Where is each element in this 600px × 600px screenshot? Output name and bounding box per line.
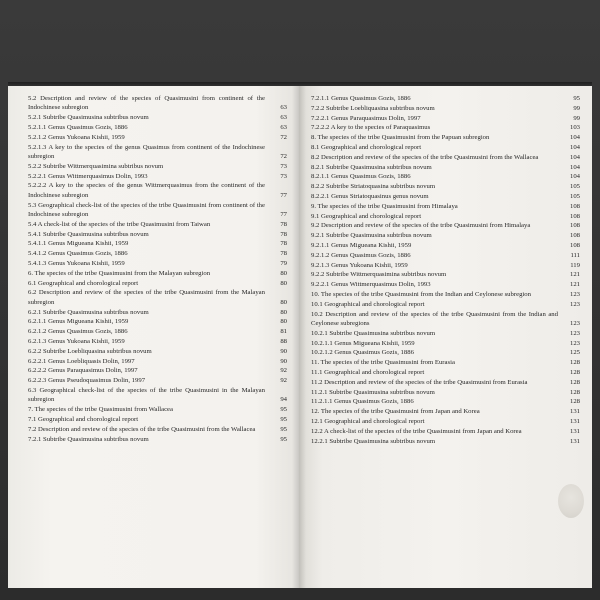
toc-entry xyxy=(28,357,287,366)
toc-entry-page-number: 131 xyxy=(569,408,580,416)
toc-entry-title: 6.2.1.2 Genus Quasimus Gozis, 1886 xyxy=(28,328,128,336)
toc-entry-title: 6.2.1 Subtribe Quasimusina subtribus novum xyxy=(28,308,149,316)
toc-entry-page-number: 95 xyxy=(573,95,580,102)
toc-entry-title: 9.2.2.1 Genus Wittmerquasimus Dolin, 1993 xyxy=(311,281,431,289)
toc-entry-title: 8. The species of the tribe Quasimusini from the Papuan subregion xyxy=(311,134,490,142)
toc-entry xyxy=(311,251,580,260)
toc-entry-title: 6.3 Geographical check-list of the species of the tribe Quasimusini in the Malayan subregion xyxy=(28,386,265,404)
toc-entry-page-number: 123 xyxy=(569,300,580,308)
toc-entry xyxy=(28,162,287,171)
toc-entry-page-number: 77 xyxy=(280,191,287,199)
toc-entry xyxy=(311,378,580,387)
right-page xyxy=(299,86,592,588)
toc-entry-page-number: 128 xyxy=(569,359,580,367)
toc-entry-page-number: 92 xyxy=(280,377,287,385)
toc-entry xyxy=(311,310,580,329)
toc-entry-page-number: 131 xyxy=(569,417,580,425)
toc-entry-page-number: 92 xyxy=(280,367,287,375)
toc-entry-title: 8.1 Geographical and chorological report xyxy=(311,143,422,151)
toc-entry xyxy=(28,143,287,162)
toc-entry-page-number: 108 xyxy=(569,202,580,210)
toc-entry-title: 5.2.1.1 Genus Quasimus Gozis, 1886 xyxy=(28,124,128,131)
toc-entry xyxy=(311,397,580,406)
toc-entry-page-number: 108 xyxy=(569,222,580,230)
toc-entry xyxy=(28,415,287,424)
toc-entry xyxy=(311,339,580,348)
toc-entry xyxy=(311,348,580,357)
toc-entry-page-number: 95 xyxy=(280,425,287,433)
toc-entry-page-number: 104 xyxy=(569,163,580,171)
toc-entry xyxy=(311,417,580,426)
toc-entry-title: 9.2.2 Subtribe Wittmerquasimina subtribus novum xyxy=(311,271,447,279)
toc-entry xyxy=(28,113,287,122)
toc-entry-title: 8.2.1 Subtribe Quasimusina subtribus novum xyxy=(311,163,432,171)
toc-entry-page-number: 95 xyxy=(280,435,287,443)
toc-entry xyxy=(311,241,580,250)
toc-entry-title: 5.4.1.3 Genus Yukoana Kishii, 1959 xyxy=(28,259,125,267)
toc-entry xyxy=(311,123,580,132)
toc-entry xyxy=(311,202,580,211)
toc-entry xyxy=(28,123,287,132)
toc-entry xyxy=(28,239,287,248)
toc-entry-title: 9.2.1.3 Genus Yukoana Kishii, 1959 xyxy=(311,261,408,269)
left-page xyxy=(8,86,299,588)
toc-entry xyxy=(311,133,580,142)
toc-entry-title: 5.4.1 Subtribe Quasimusina subtribus novum xyxy=(28,230,149,238)
toc-entry xyxy=(28,172,287,181)
toc-entry-title: 7.2 Description and review of the species of the tribe Quasimusini from the Wallacea xyxy=(28,425,256,433)
toc-entry xyxy=(311,358,580,367)
toc-entry-title: 7.2.2 Subtribe Loebliquasina subtribus novum xyxy=(311,104,435,112)
toc-entry xyxy=(28,308,287,317)
toc-entry xyxy=(311,270,580,279)
toc-entry-page-number: 123 xyxy=(569,319,580,327)
toc-entry-title: 5.2.1 Subtribe Quasimusina subtribus novum xyxy=(28,114,149,122)
toc-entry-title: 7. The species of the tribe Quasimusini from Wallacea xyxy=(28,406,173,414)
toc-entry-title: 5.2.1.3 A key to the species of the genus Quasimus from continent of the Indochinese subregion xyxy=(28,143,265,160)
toc-entry-title: 9.2.1.2 Genus Quasimus Gozis, 1886 xyxy=(311,251,411,259)
toc-entry-page-number: 108 xyxy=(569,241,580,249)
toc-entry-page-number: 73 xyxy=(280,172,287,180)
left-toc-list xyxy=(28,94,287,444)
toc-entry-page-number: 80 xyxy=(280,308,287,316)
toc-entry-title: 7.2.2.1 Genus Paraquasimus Dolin, 1997 xyxy=(311,114,421,122)
toc-entry xyxy=(28,279,287,288)
toc-entry-page-number: 63 xyxy=(280,104,287,112)
toc-entry xyxy=(311,221,580,230)
toc-entry xyxy=(28,425,287,434)
toc-entry-page-number: 95 xyxy=(280,406,287,414)
toc-entry-title: 10.1 Geographical and chorological report xyxy=(311,300,425,308)
toc-entry xyxy=(28,386,287,405)
book-gutter xyxy=(292,86,306,588)
toc-entry-title: 7.2.2.2 A key to the species of Paraquasimus xyxy=(311,124,431,132)
toc-entry-title: 9. The species of the tribe Quasimusini from Himalaya xyxy=(311,202,458,210)
toc-entry-page-number: 63 xyxy=(280,124,287,131)
toc-entry-page-number: 104 xyxy=(569,143,580,151)
toc-entry-title: 12. The species of the tribe Quasimusini from Japan and Korea xyxy=(311,408,480,416)
toc-entry-page-number: 90 xyxy=(280,347,287,355)
toc-entry xyxy=(311,182,580,191)
toc-entry-title: 10. The species of the tribe Quasimusini from the Indian and Ceylonese subregion xyxy=(311,290,531,298)
toc-entry-page-number: 78 xyxy=(280,250,287,258)
toc-entry-page-number: 77 xyxy=(280,211,287,218)
toc-entry xyxy=(28,347,287,356)
toc-entry-title: 6.2.2.1 Genus Loebliquasis Dolin, 1997 xyxy=(28,357,135,365)
toc-entry-title: 12.2 A check-list of the species of the tribe Quasimusini from Japan and Korea xyxy=(311,427,522,435)
toc-entry-title: 5.4 A check-list of the species of the tribe Quasimusini from Taiwan xyxy=(28,220,211,228)
toc-entry-page-number: 99 xyxy=(573,104,580,112)
toc-entry xyxy=(28,133,287,142)
toc-entry xyxy=(28,327,287,336)
toc-entry-page-number: 111 xyxy=(570,251,580,259)
toc-entry-title: 11.2 Description and review of the species of the tribe Quasimusini from Eurasia xyxy=(311,378,528,386)
toc-entry-title: 10.2.1.1 Genus Migueana Kishii, 1959 xyxy=(311,339,415,347)
toc-entry xyxy=(28,288,287,307)
toc-entry-title: 5.3 Geographical check-list of the species of the tribe Quasimusini from continent of the Indochinese subregion xyxy=(28,201,265,218)
toc-entry-page-number: 80 xyxy=(280,279,287,287)
toc-entry-page-number: 95 xyxy=(280,415,287,423)
toc-entry-page-number: 131 xyxy=(569,437,580,445)
toc-entry-page-number: 128 xyxy=(569,378,580,386)
toc-entry xyxy=(28,249,287,258)
toc-entry-page-number: 128 xyxy=(569,368,580,376)
toc-entry xyxy=(28,376,287,385)
toc-entry-title: 12.1 Geographical and chorological report xyxy=(311,417,425,425)
toc-entry xyxy=(28,317,287,326)
toc-entry-page-number: 79 xyxy=(280,259,287,267)
toc-entry xyxy=(28,181,287,200)
toc-entry-page-number: 94 xyxy=(280,396,287,404)
toc-entry-title: 6.2 Description and review of the species of the tribe Quasimusini from the Malayan subregion xyxy=(28,289,265,306)
toc-entry-title: 8.2 Description and review of the species of the tribe Quasimusini from the Wallacea xyxy=(311,153,539,161)
right-toc-list xyxy=(311,94,580,446)
toc-entry-page-number: 103 xyxy=(569,124,580,132)
toc-entry-title: 5.4.1.1 Genus Migueana Kishii, 1959 xyxy=(28,240,129,248)
toc-entry xyxy=(311,407,580,416)
toc-entry-page-number: 80 xyxy=(280,298,287,306)
toc-entry-page-number: 81 xyxy=(280,328,287,336)
toc-entry xyxy=(28,259,287,268)
toc-entry-page-number: 105 xyxy=(569,192,580,200)
toc-entry-title: 6.2.2.3 Genus Pseudoquasimus Dolin, 1997 xyxy=(28,377,146,385)
toc-entry xyxy=(28,435,287,444)
toc-entry xyxy=(311,94,580,103)
toc-entry-title: 8.2.1.1 Genus Quasimus Gozis, 1886 xyxy=(311,173,411,181)
toc-entry xyxy=(311,437,580,446)
toc-entry xyxy=(28,201,287,220)
toc-entry xyxy=(311,153,580,162)
toc-entry-title: 9.2.1.1 Genus Migueana Kishii, 1959 xyxy=(311,241,412,249)
toc-entry-page-number: 128 xyxy=(569,398,580,406)
toc-entry xyxy=(311,280,580,289)
toc-entry-page-number: 80 xyxy=(280,318,287,326)
toc-entry-title: 11. The species of the tribe Quasimusini from Eurasia xyxy=(311,359,455,367)
toc-entry xyxy=(28,269,287,278)
toc-entry xyxy=(28,405,287,414)
toc-entry-page-number: 121 xyxy=(569,281,580,289)
toc-entry xyxy=(311,231,580,240)
toc-entry-page-number: 123 xyxy=(569,329,580,337)
toc-entry xyxy=(311,104,580,113)
toc-entry-title: 9.1 Geographical and chorological report xyxy=(311,212,422,220)
toc-entry xyxy=(311,388,580,397)
toc-entry-title: 9.2.1 Subtribe Quasimusina subtribus novum xyxy=(311,232,432,240)
toc-entry-title: 9.2 Description and review of the species of the tribe Quasimusini from Himalaya xyxy=(311,222,531,230)
toc-entry xyxy=(311,172,580,181)
toc-entry xyxy=(28,337,287,346)
toc-entry xyxy=(28,220,287,229)
toc-entry-title: 5.2.2.2 A key to the species of the genus Wittmerquasimus from the continent of the Indochinese subregion xyxy=(28,182,265,199)
toc-entry xyxy=(311,114,580,123)
toc-entry-page-number: 123 xyxy=(569,339,580,347)
toc-entry-page-number: 104 xyxy=(569,153,580,161)
toc-entry-title: 7.2.1.1 Genus Quasimus Gozis, 1886 xyxy=(311,95,411,102)
toc-entry-title: 11.2.1 Subtribe Quasimusina subtribus novum xyxy=(311,388,435,396)
toc-entry-page-number: 108 xyxy=(569,212,580,220)
toc-entry xyxy=(311,163,580,172)
toc-entry-page-number: 104 xyxy=(569,134,580,142)
toc-entry-title: 6.2.2.2 Genus Paraquasimus Dolin, 1997 xyxy=(28,367,138,375)
toc-entry-title: 10.2.1 Subtribe Quasimusina subtribus novum xyxy=(311,329,436,337)
toc-entry-page-number: 72 xyxy=(280,153,287,160)
toc-entry-title: 12.2.1 Subtribe Quasimusina subtribus novum xyxy=(311,437,436,445)
toc-entry-page-number: 119 xyxy=(570,261,580,269)
toc-entry-title: 5.2.2.1 Genus Wittmerquasimus Dolin, 1993 xyxy=(28,172,148,180)
toc-entry-page-number: 73 xyxy=(280,162,287,170)
toc-entry-title: 6. The species of the tribe Quasimusini from the Malayan subregion xyxy=(28,269,211,277)
toc-entry-title: 5.2.1.2 Genus Yukoana Kishii, 1959 xyxy=(28,133,125,141)
toc-entry-page-number: 72 xyxy=(280,133,287,141)
toc-entry-page-number: 63 xyxy=(280,114,287,122)
toc-entry-page-number: 121 xyxy=(569,271,580,279)
toc-entry-title: 11.2.1.1 Genus Quasimus Gozis, 1886 xyxy=(311,398,414,406)
toc-entry-page-number: 78 xyxy=(280,220,287,228)
publisher-logo-watermark xyxy=(558,484,584,518)
toc-entry-page-number: 131 xyxy=(569,427,580,435)
toc-entry-page-number: 80 xyxy=(280,269,287,277)
toc-entry-title: 11.1 Geographical and chorological report xyxy=(311,368,425,376)
toc-entry-title: 6.2.1.1 Genus Migueana Kishii, 1959 xyxy=(28,318,129,326)
toc-entry-page-number: 125 xyxy=(569,349,580,357)
toc-entry-title: 10.2 Description and review of the species of the tribe Quasimusini from the Indian and Ceylonese subregions xyxy=(311,310,558,327)
toc-entry xyxy=(311,212,580,221)
toc-entry-page-number: 90 xyxy=(280,357,287,365)
toc-entry xyxy=(28,94,287,113)
toc-entry-page-number: 78 xyxy=(280,240,287,248)
toc-entry xyxy=(28,366,287,375)
toc-entry xyxy=(311,329,580,338)
toc-entry-title: 5.4.1.2 Genus Quasimus Gozis, 1886 xyxy=(28,250,128,258)
toc-entry-page-number: 78 xyxy=(280,230,287,238)
toc-entry-page-number: 123 xyxy=(569,290,580,298)
toc-entry xyxy=(311,192,580,201)
toc-entry xyxy=(311,290,580,299)
toc-entry xyxy=(311,427,580,436)
toc-entry-title: 5.2 Description and review of the species of Quasimusini from continent of the Indochinese subregion xyxy=(28,95,265,112)
toc-entry-page-number: 99 xyxy=(573,114,580,122)
toc-entry xyxy=(311,300,580,309)
toc-entry-page-number: 128 xyxy=(569,388,580,396)
toc-entry xyxy=(311,261,580,270)
toc-entry-title: 5.2.2 Subtribe Wittmerquasimina subtribus novum xyxy=(28,162,164,170)
toc-entry-page-number: 105 xyxy=(569,183,580,191)
toc-entry-page-number: 104 xyxy=(569,173,580,181)
toc-entry-page-number: 88 xyxy=(280,337,287,345)
toc-entry-title: 6.1 Geographical and chorological report xyxy=(28,279,139,287)
toc-entry-title: 7.2.1 Subtribe Quasimusina subtribus novum xyxy=(28,435,149,443)
toc-entry-title: 6.2.1.3 Genus Yukoana Kishii, 1959 xyxy=(28,337,125,345)
toc-entry-title: 8.2.2 Subtribe Striatoquasina subtribus novum xyxy=(311,183,436,191)
toc-entry-title: 10.2.1.2 Genus Quasimus Gozis, 1886 xyxy=(311,349,414,357)
toc-entry xyxy=(28,230,287,239)
toc-entry xyxy=(311,368,580,377)
toc-entry-page-number: 108 xyxy=(569,232,580,240)
toc-entry-title: 8.2.2.1 Genus Striatoquasinus genus novum xyxy=(311,192,429,200)
toc-entry-title: 6.2.2 Subtribe Loebliquasina subtribus novum xyxy=(28,347,152,355)
toc-entry-title: 7.1 Geographical and chorological report xyxy=(28,415,139,423)
toc-entry xyxy=(311,143,580,152)
